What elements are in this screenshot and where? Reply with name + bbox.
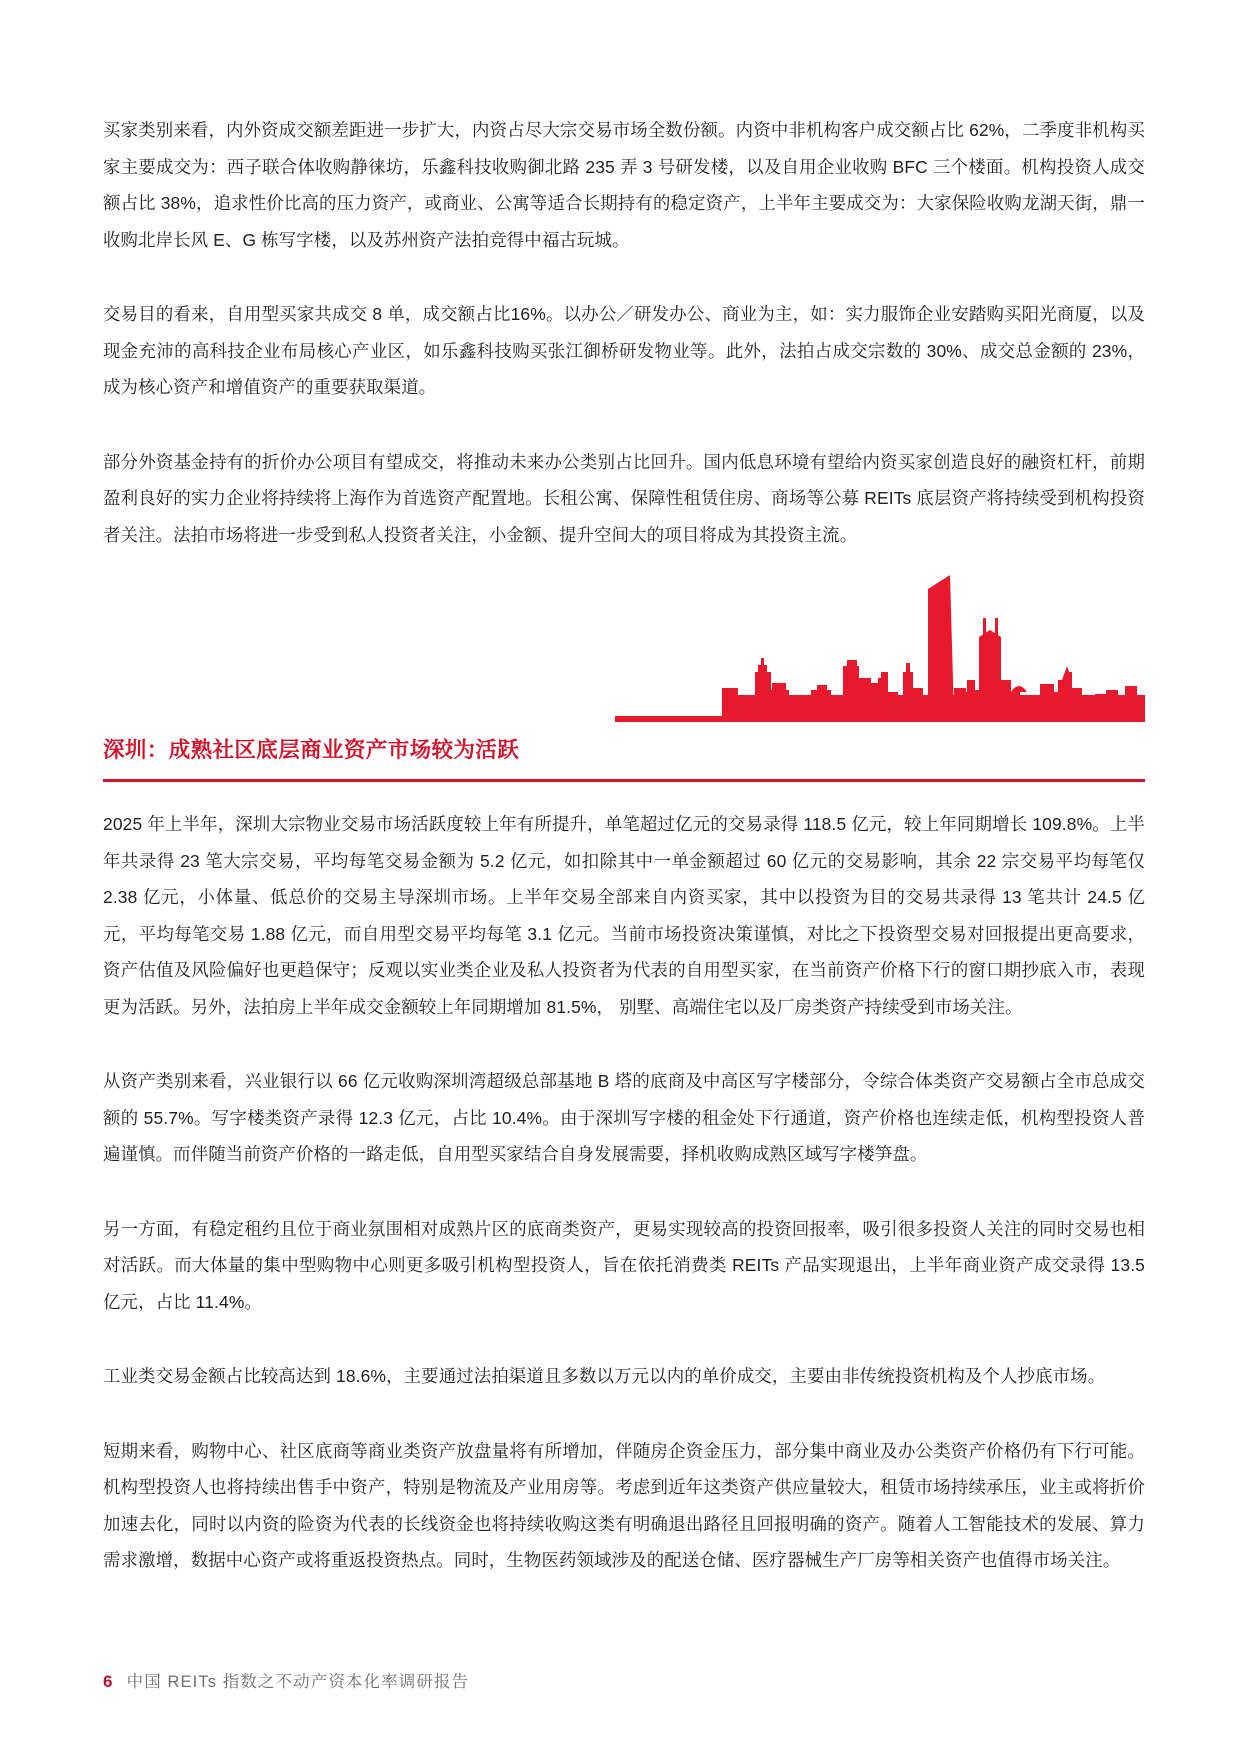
section-title-shenzhen: 深圳：成熟社区底层商业资产市场较为活跃 [103,738,520,762]
page-number: 6 [103,1672,113,1691]
paragraph-industrial: 工业类交易金额占比较高达到 18.6%，主要通过法拍渠道且多数以万元以内的单价成交，主要由非传统投资机构及个人抄底市场。 [103,1366,1106,1386]
section-heading-block [103,735,1145,782]
paragraph-short-term-outlook: 短期来看，购物中心、社区底商等商业类资产放盘量将有所增加，伴随房企资金压力，部分集中商业及办公类资产价格仍有下行可能。机构型投资人也将持续出售手中资产，特别是物流及产业用房等。考虑到近年这类资产供应量较大，租赁市场持续承压，业主或将折价加速去化，同时以内资的险资为代表的长线资金也将持续收购这类有明确退出路径且回报明确的资产。随着人工智能技术的发展、算力需求激增，数据中心资产或将重返投资热点。同时，生物医药领域涉及的配送仓储、医疗器械生产厂房等相关资产也值得市场关注。 [103,1440,1145,1570]
paragraph-outlook-shanghai: 部分外资基金持有的折价办公项目有望成交，将推动未来办公类别占比回升。国内低息环境有望给内资买家创造良好的融资杠杆，前期盈利良好的实力企业将持续将上海作为首选资产配置地。长租公寓、保障性租赁住房、商场等公募 REITs 底层资产将持续受到机构投资者关注。法拍市场将进一步受到私人投资者关注，小金额、提升空间大的项目将成为其投资主流。 [103,451,1145,545]
paragraph-shenzhen-overview: 2025 年上半年，深圳大宗物业交易市场活跃度较上年有所提升，单笔超过亿元的交易录得 118.5 亿元，较上年同期增长 109.8%。上半年共录得 23 笔大宗交易，平均每笔交易金额为 5.2 亿元，如扣除其中一单金额超过 60 亿元的交易影响，其余 22 宗交易平均每笔仅 2.38 亿元，小体量、低总价的交易主导深圳市场。上半年交易全部来自内资买家，其中以投资为目的交易共录得 13 笔共计 24.5 亿元，平均每笔交易 1.88 亿元，而自用型交易平均每笔 3.1 亿元。当前市场投资决策谨慎，对比之下投资型交易对回报提出更高要求，资产估值及风险偏好也更趋保守；反观以实业类企业及私人投资者为代表的自用型买家，在当前资产价格下行的窗口期抄底入市，表现更为活跃。另外，法拍房上半年成交金额较上年同期增加 81.5%， 别墅、高端住宅以及厂房类资产持续受到市场关注。 [103,814,1145,1017]
paragraph-buyer-category: 买家类别来看，内外资成交额差距进一步扩大，内资占尽大宗交易市场全数份额。内资中非机构客户成交额占比 62%，二季度非机构买家主要成交为：西子联合体收购静徕坊，乐鑫科技收购御北路 235 弄 3 号研发楼，以及自用企业收购 BFC 三个楼面。机构投资人成交额占比 38%，追求性价比高的压力资产，或商业、公寓等适合长期持有的稳定资产，上半年主要成交为：大家保险收购龙湖天街，鼎一收购北岸长风 E、G 栋写字楼，以及苏州资产法拍竞得中福古玩城。 [103,120,1145,250]
intro-text-block [103,112,1145,553]
paragraph-asset-category: 从资产类别来看，兴业银行以 66 亿元收购深圳湾超级总部基地 B 塔的底商及中高区写字楼部分，令综合体类资产交易额占全市总成交额的 55.7%。写字楼类资产录得 12.3 亿元，占比 10.4%。由于深圳写字楼的租金处下行通道，资产价格也连续走低，机构型投资人普遍谨慎。而伴随当前资产价格的一路走低，自用型买家结合自身发展需要，择机收购成熟区域写字楼笋盘。 [103,1071,1145,1164]
page-footer [103,1668,469,1692]
section-text-block [103,806,1145,1579]
section-divider [103,779,1145,782]
paragraph-retail-podium: 另一方面，有稳定租约且位于商业氛围相对成熟片区的底商类资产，更易实现较高的投资回报率，吸引很多投资人关注的同时交易也相对活跃。而大体量的集中型购物中心则更多吸引机构型投资人，旨在依托消费类 REITs 产品实现退出，上半年商业资产成交录得 13.5 亿元，占比 11.4%。 [103,1218,1145,1312]
paragraph-transaction-purpose: 交易目的看来，自用型买家共成交 8 单，成交额占比16%。以办公／研发办公、商业为主，如：实力服饰企业安踏购买阳光商厦，以及现金充沛的高科技企业布局核心产业区，如乐鑫科技购买张江御桥研发物业等。此外，法拍占成交宗数的 30%、成交总金额的 23%，成为核心资产和增值资产的重要获取渠道。 [103,304,1145,397]
footer-report-title: 中国 REITs 指数之不动产资本化率调研报告 [126,1673,470,1691]
